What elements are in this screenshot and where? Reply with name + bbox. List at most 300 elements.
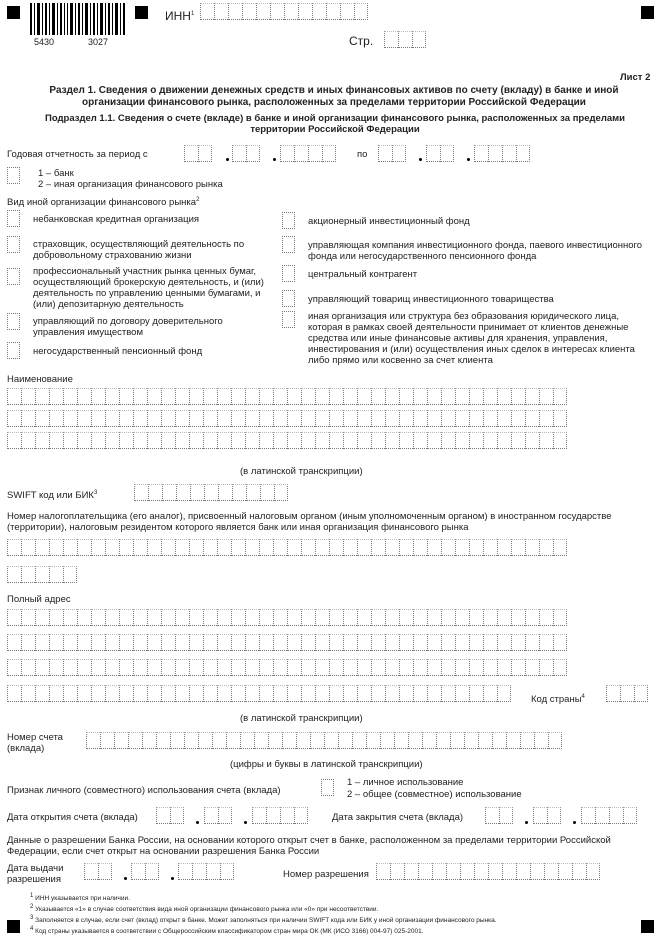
- char-cell[interactable]: [301, 685, 315, 702]
- char-cell[interactable]: [343, 634, 357, 651]
- char-cell[interactable]: [427, 609, 441, 626]
- char-cell[interactable]: [259, 410, 273, 427]
- char-cell[interactable]: [376, 863, 390, 880]
- char-cell[interactable]: [371, 634, 385, 651]
- char-cell[interactable]: [91, 432, 105, 449]
- char-cell[interactable]: [273, 685, 287, 702]
- permission-date-month[interactable]: [131, 863, 159, 880]
- char-cell[interactable]: [161, 539, 175, 556]
- address-row-1[interactable]: [7, 609, 567, 626]
- char-cell[interactable]: [385, 609, 399, 626]
- close-date-year[interactable]: [581, 807, 637, 824]
- char-cell[interactable]: [455, 432, 469, 449]
- char-cell[interactable]: [175, 634, 189, 651]
- char-cell[interactable]: [156, 732, 170, 749]
- permission-number-field[interactable]: [376, 863, 600, 880]
- char-cell[interactable]: [133, 609, 147, 626]
- org-right-box-5[interactable]: [282, 311, 295, 328]
- char-cell[interactable]: [133, 388, 147, 405]
- char-cell[interactable]: [422, 732, 436, 749]
- char-cell[interactable]: [119, 659, 133, 676]
- char-cell[interactable]: [77, 685, 91, 702]
- char-cell[interactable]: [329, 685, 343, 702]
- char-cell[interactable]: [343, 432, 357, 449]
- char-cell[interactable]: [212, 732, 226, 749]
- char-cell[interactable]: [492, 732, 506, 749]
- char-cell[interactable]: [497, 410, 511, 427]
- char-cell[interactable]: [189, 432, 203, 449]
- char-cell[interactable]: [357, 410, 371, 427]
- char-cell[interactable]: [455, 539, 469, 556]
- org-right-box-2[interactable]: [282, 236, 295, 253]
- period-from-month[interactable]: [232, 145, 260, 162]
- char-cell[interactable]: [91, 539, 105, 556]
- char-cell[interactable]: [418, 863, 432, 880]
- char-cell[interactable]: [217, 410, 231, 427]
- char-cell[interactable]: [217, 432, 231, 449]
- char-cell[interactable]: [324, 732, 338, 749]
- char-cell[interactable]: [287, 410, 301, 427]
- char-cell[interactable]: [35, 685, 49, 702]
- address-row-4[interactable]: [7, 685, 511, 702]
- char-cell[interactable]: [301, 659, 315, 676]
- char-cell[interactable]: [534, 732, 548, 749]
- char-cell[interactable]: [553, 609, 567, 626]
- char-cell[interactable]: [7, 432, 21, 449]
- char-cell[interactable]: [497, 634, 511, 651]
- char-cell[interactable]: [147, 432, 161, 449]
- char-cell[interactable]: [203, 388, 217, 405]
- char-cell[interactable]: [175, 432, 189, 449]
- org-left-box-1[interactable]: [7, 210, 20, 227]
- char-cell[interactable]: [525, 634, 539, 651]
- char-cell[interactable]: [455, 410, 469, 427]
- char-cell[interactable]: [371, 410, 385, 427]
- char-cell[interactable]: [49, 539, 63, 556]
- char-cell[interactable]: [357, 539, 371, 556]
- char-cell[interactable]: [35, 432, 49, 449]
- char-cell[interactable]: [497, 539, 511, 556]
- char-cell[interactable]: [469, 388, 483, 405]
- char-cell[interactable]: [287, 432, 301, 449]
- char-cell[interactable]: [357, 432, 371, 449]
- char-cell[interactable]: [49, 388, 63, 405]
- char-cell[interactable]: [371, 685, 385, 702]
- char-cell[interactable]: [525, 659, 539, 676]
- char-cell[interactable]: [105, 609, 119, 626]
- char-cell[interactable]: [455, 388, 469, 405]
- char-cell[interactable]: [413, 388, 427, 405]
- char-cell[interactable]: [427, 685, 441, 702]
- char-cell[interactable]: [399, 388, 413, 405]
- char-cell[interactable]: [63, 634, 77, 651]
- org-right-box-4[interactable]: [282, 290, 295, 307]
- char-cell[interactable]: [315, 388, 329, 405]
- char-cell[interactable]: [273, 432, 287, 449]
- char-cell[interactable]: [203, 410, 217, 427]
- char-cell[interactable]: [366, 732, 380, 749]
- char-cell[interactable]: [119, 609, 133, 626]
- tax-id-row-2[interactable]: [7, 566, 77, 583]
- char-cell[interactable]: [189, 609, 203, 626]
- institution-type-box[interactable]: [7, 167, 20, 184]
- char-cell[interactable]: [497, 685, 511, 702]
- char-cell[interactable]: [231, 685, 245, 702]
- char-cell[interactable]: [259, 659, 273, 676]
- char-cell[interactable]: [441, 659, 455, 676]
- char-cell[interactable]: [91, 659, 105, 676]
- char-cell[interactable]: [380, 732, 394, 749]
- char-cell[interactable]: [287, 634, 301, 651]
- char-cell[interactable]: [525, 432, 539, 449]
- char-cell[interactable]: [105, 432, 119, 449]
- char-cell[interactable]: [357, 634, 371, 651]
- char-cell[interactable]: [133, 432, 147, 449]
- char-cell[interactable]: [259, 609, 273, 626]
- tax-id-row-1[interactable]: [7, 539, 567, 556]
- org-left-box-2[interactable]: [7, 236, 20, 253]
- char-cell[interactable]: [441, 432, 455, 449]
- char-cell[interactable]: [511, 539, 525, 556]
- char-cell[interactable]: [105, 634, 119, 651]
- char-cell[interactable]: [371, 659, 385, 676]
- char-cell[interactable]: [511, 609, 525, 626]
- char-cell[interactable]: [119, 539, 133, 556]
- char-cell[interactable]: [315, 410, 329, 427]
- char-cell[interactable]: [35, 609, 49, 626]
- char-cell[interactable]: [105, 659, 119, 676]
- char-cell[interactable]: [147, 539, 161, 556]
- char-cell[interactable]: [203, 539, 217, 556]
- char-cell[interactable]: [77, 634, 91, 651]
- char-cell[interactable]: [301, 388, 315, 405]
- char-cell[interactable]: [296, 732, 310, 749]
- char-cell[interactable]: [548, 732, 562, 749]
- char-cell[interactable]: [525, 388, 539, 405]
- char-cell[interactable]: [343, 410, 357, 427]
- char-cell[interactable]: [474, 863, 488, 880]
- char-cell[interactable]: [259, 634, 273, 651]
- char-cell[interactable]: [516, 863, 530, 880]
- char-cell[interactable]: [91, 685, 105, 702]
- char-cell[interactable]: [506, 732, 520, 749]
- char-cell[interactable]: [586, 863, 600, 880]
- period-to-year[interactable]: [474, 145, 530, 162]
- char-cell[interactable]: [175, 410, 189, 427]
- char-cell[interactable]: [203, 609, 217, 626]
- swift-field[interactable]: [134, 484, 288, 501]
- char-cell[interactable]: [301, 410, 315, 427]
- char-cell[interactable]: [35, 659, 49, 676]
- char-cell[interactable]: [147, 634, 161, 651]
- permission-date-day[interactable]: [84, 863, 112, 880]
- char-cell[interactable]: [133, 410, 147, 427]
- char-cell[interactable]: [352, 732, 366, 749]
- char-cell[interactable]: [329, 388, 343, 405]
- char-cell[interactable]: [525, 539, 539, 556]
- char-cell[interactable]: [436, 732, 450, 749]
- char-cell[interactable]: [385, 410, 399, 427]
- char-cell[interactable]: [329, 609, 343, 626]
- char-cell[interactable]: [329, 432, 343, 449]
- org-left-box-5[interactable]: [7, 342, 20, 359]
- char-cell[interactable]: [385, 432, 399, 449]
- char-cell[interactable]: [478, 732, 492, 749]
- char-cell[interactable]: [469, 539, 483, 556]
- char-cell[interactable]: [77, 659, 91, 676]
- char-cell[interactable]: [91, 609, 105, 626]
- char-cell[interactable]: [133, 634, 147, 651]
- char-cell[interactable]: [558, 863, 572, 880]
- char-cell[interactable]: [231, 609, 245, 626]
- char-cell[interactable]: [7, 659, 21, 676]
- char-cell[interactable]: [119, 388, 133, 405]
- char-cell[interactable]: [497, 432, 511, 449]
- char-cell[interactable]: [259, 388, 273, 405]
- char-cell[interactable]: [483, 388, 497, 405]
- char-cell[interactable]: [35, 388, 49, 405]
- char-cell[interactable]: [315, 685, 329, 702]
- char-cell[interactable]: [413, 685, 427, 702]
- char-cell[interactable]: [273, 388, 287, 405]
- char-cell[interactable]: [273, 539, 287, 556]
- name-row-3[interactable]: [7, 432, 567, 449]
- char-cell[interactable]: [441, 685, 455, 702]
- period-from-day[interactable]: [184, 145, 212, 162]
- char-cell[interactable]: [469, 410, 483, 427]
- char-cell[interactable]: [161, 410, 175, 427]
- char-cell[interactable]: [91, 410, 105, 427]
- char-cell[interactable]: [231, 410, 245, 427]
- char-cell[interactable]: [357, 659, 371, 676]
- char-cell[interactable]: [198, 732, 212, 749]
- char-cell[interactable]: [385, 539, 399, 556]
- char-cell[interactable]: [427, 634, 441, 651]
- char-cell[interactable]: [77, 410, 91, 427]
- char-cell[interactable]: [63, 659, 77, 676]
- char-cell[interactable]: [413, 659, 427, 676]
- char-cell[interactable]: [245, 685, 259, 702]
- char-cell[interactable]: [427, 410, 441, 427]
- char-cell[interactable]: [413, 432, 427, 449]
- char-cell[interactable]: [450, 732, 464, 749]
- char-cell[interactable]: [511, 432, 525, 449]
- char-cell[interactable]: [217, 634, 231, 651]
- char-cell[interactable]: [133, 685, 147, 702]
- char-cell[interactable]: [301, 539, 315, 556]
- char-cell[interactable]: [245, 432, 259, 449]
- country-code-field[interactable]: [606, 685, 648, 702]
- char-cell[interactable]: [175, 685, 189, 702]
- char-cell[interactable]: [544, 863, 558, 880]
- char-cell[interactable]: [469, 634, 483, 651]
- char-cell[interactable]: [497, 609, 511, 626]
- char-cell[interactable]: [189, 410, 203, 427]
- char-cell[interactable]: [245, 410, 259, 427]
- org-right-box-3[interactable]: [282, 265, 295, 282]
- char-cell[interactable]: [399, 685, 413, 702]
- char-cell[interactable]: [343, 609, 357, 626]
- char-cell[interactable]: [240, 732, 254, 749]
- char-cell[interactable]: [357, 388, 371, 405]
- char-cell[interactable]: [273, 410, 287, 427]
- period-to-day[interactable]: [378, 145, 406, 162]
- char-cell[interactable]: [287, 685, 301, 702]
- char-cell[interactable]: [427, 539, 441, 556]
- char-cell[interactable]: [441, 609, 455, 626]
- char-cell[interactable]: [287, 659, 301, 676]
- char-cell[interactable]: [385, 659, 399, 676]
- char-cell[interactable]: [189, 539, 203, 556]
- char-cell[interactable]: [469, 609, 483, 626]
- char-cell[interactable]: [105, 410, 119, 427]
- char-cell[interactable]: [357, 685, 371, 702]
- char-cell[interactable]: [63, 432, 77, 449]
- char-cell[interactable]: [7, 388, 21, 405]
- open-date-month[interactable]: [204, 807, 232, 824]
- char-cell[interactable]: [175, 539, 189, 556]
- char-cell[interactable]: [399, 634, 413, 651]
- char-cell[interactable]: [91, 634, 105, 651]
- char-cell[interactable]: [413, 634, 427, 651]
- char-cell[interactable]: [245, 634, 259, 651]
- char-cell[interactable]: [483, 432, 497, 449]
- char-cell[interactable]: [511, 410, 525, 427]
- char-cell[interactable]: [301, 432, 315, 449]
- char-cell[interactable]: [413, 609, 427, 626]
- char-cell[interactable]: [100, 732, 114, 749]
- char-cell[interactable]: [315, 609, 329, 626]
- char-cell[interactable]: [572, 863, 586, 880]
- char-cell[interactable]: [217, 685, 231, 702]
- char-cell[interactable]: [77, 609, 91, 626]
- char-cell[interactable]: [469, 685, 483, 702]
- char-cell[interactable]: [287, 388, 301, 405]
- address-row-3[interactable]: [7, 659, 567, 676]
- char-cell[interactable]: [553, 659, 567, 676]
- char-cell[interactable]: [21, 410, 35, 427]
- char-cell[interactable]: [245, 388, 259, 405]
- char-cell[interactable]: [114, 732, 128, 749]
- char-cell[interactable]: [203, 685, 217, 702]
- char-cell[interactable]: [390, 863, 404, 880]
- char-cell[interactable]: [329, 659, 343, 676]
- char-cell[interactable]: [203, 432, 217, 449]
- char-cell[interactable]: [119, 685, 133, 702]
- char-cell[interactable]: [343, 539, 357, 556]
- char-cell[interactable]: [539, 609, 553, 626]
- char-cell[interactable]: [161, 388, 175, 405]
- char-cell[interactable]: [469, 432, 483, 449]
- char-cell[interactable]: [441, 539, 455, 556]
- char-cell[interactable]: [7, 539, 21, 556]
- char-cell[interactable]: [343, 388, 357, 405]
- char-cell[interactable]: [119, 432, 133, 449]
- char-cell[interactable]: [502, 863, 516, 880]
- page-number-field[interactable]: [384, 31, 426, 48]
- char-cell[interactable]: [217, 659, 231, 676]
- char-cell[interactable]: [105, 539, 119, 556]
- char-cell[interactable]: [21, 539, 35, 556]
- char-cell[interactable]: [511, 388, 525, 405]
- char-cell[interactable]: [441, 634, 455, 651]
- char-cell[interactable]: [530, 863, 544, 880]
- char-cell[interactable]: [427, 388, 441, 405]
- char-cell[interactable]: [427, 432, 441, 449]
- char-cell[interactable]: [119, 634, 133, 651]
- char-cell[interactable]: [329, 410, 343, 427]
- char-cell[interactable]: [497, 388, 511, 405]
- char-cell[interactable]: [469, 659, 483, 676]
- char-cell[interactable]: [338, 732, 352, 749]
- char-cell[interactable]: [525, 609, 539, 626]
- char-cell[interactable]: [105, 685, 119, 702]
- char-cell[interactable]: [446, 863, 460, 880]
- char-cell[interactable]: [483, 685, 497, 702]
- char-cell[interactable]: [245, 659, 259, 676]
- account-field[interactable]: [86, 732, 562, 749]
- char-cell[interactable]: [399, 609, 413, 626]
- open-date-year[interactable]: [252, 807, 308, 824]
- char-cell[interactable]: [226, 732, 240, 749]
- char-cell[interactable]: [77, 539, 91, 556]
- char-cell[interactable]: [413, 410, 427, 427]
- char-cell[interactable]: [301, 609, 315, 626]
- char-cell[interactable]: [553, 388, 567, 405]
- char-cell[interactable]: [147, 388, 161, 405]
- char-cell[interactable]: [268, 732, 282, 749]
- char-cell[interactable]: [21, 685, 35, 702]
- char-cell[interactable]: [63, 609, 77, 626]
- char-cell[interactable]: [49, 609, 63, 626]
- char-cell[interactable]: [147, 685, 161, 702]
- char-cell[interactable]: [287, 539, 301, 556]
- org-right-box-1[interactable]: [282, 212, 295, 229]
- char-cell[interactable]: [539, 432, 553, 449]
- char-cell[interactable]: [7, 634, 21, 651]
- char-cell[interactable]: [343, 685, 357, 702]
- char-cell[interactable]: [455, 609, 469, 626]
- char-cell[interactable]: [147, 410, 161, 427]
- close-date-day[interactable]: [485, 807, 513, 824]
- close-date-month[interactable]: [533, 807, 561, 824]
- char-cell[interactable]: [404, 863, 418, 880]
- char-cell[interactable]: [497, 659, 511, 676]
- char-cell[interactable]: [35, 410, 49, 427]
- char-cell[interactable]: [170, 732, 184, 749]
- char-cell[interactable]: [455, 685, 469, 702]
- char-cell[interactable]: [147, 609, 161, 626]
- char-cell[interactable]: [175, 659, 189, 676]
- char-cell[interactable]: [399, 539, 413, 556]
- char-cell[interactable]: [385, 685, 399, 702]
- char-cell[interactable]: [399, 432, 413, 449]
- char-cell[interactable]: [259, 432, 273, 449]
- char-cell[interactable]: [553, 539, 567, 556]
- char-cell[interactable]: [315, 634, 329, 651]
- char-cell[interactable]: [128, 732, 142, 749]
- usage-box[interactable]: [321, 779, 334, 796]
- char-cell[interactable]: [441, 388, 455, 405]
- char-cell[interactable]: [539, 539, 553, 556]
- period-from-year[interactable]: [280, 145, 336, 162]
- char-cell[interactable]: [357, 609, 371, 626]
- char-cell[interactable]: [245, 609, 259, 626]
- char-cell[interactable]: [553, 634, 567, 651]
- char-cell[interactable]: [385, 634, 399, 651]
- char-cell[interactable]: [310, 732, 324, 749]
- char-cell[interactable]: [273, 659, 287, 676]
